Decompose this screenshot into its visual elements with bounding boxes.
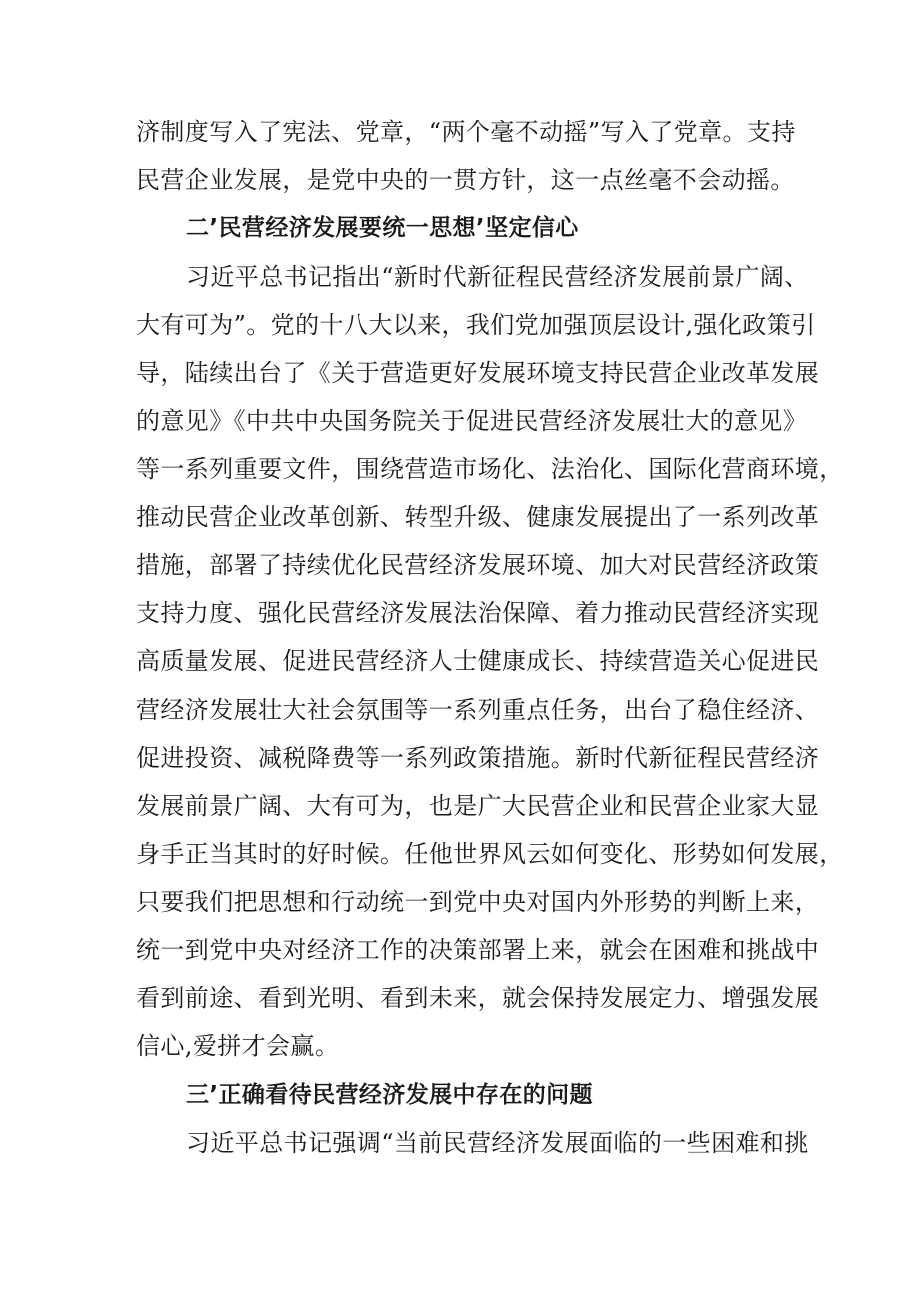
paragraph-line: 习近平总书记强调“当前民营经济发展面临的一些困难和挑	[186, 1129, 809, 1157]
paragraph-line: 导，陆续出台了《关于营造更好发展环境支持民营企业改革发展	[136, 359, 820, 387]
paragraph-line: 看到前途、看到光明、看到未来，就会保持发展定力、增强发展	[136, 984, 820, 1012]
paragraph-line: 支持力度、强化民营经济发展法治保障、着力推动民营经济实现	[136, 599, 820, 627]
paragraph-line: 高质量发展、促进民营经济人士健康成长、持续营造关心促进民	[136, 647, 820, 675]
paragraph-line: 统一到党中央对经济工作的决策部署上来，就会在困难和挑战中	[136, 936, 820, 964]
paragraph-line: 促进投资、减税降费等一系列政策措施。新时代新征程民营经济	[136, 744, 820, 772]
section-heading: 二’民营经济发展要统一思想’坚定信心	[186, 215, 579, 241]
paragraph-line: 措施，部署了持续优化民营经济发展环境、加大对民营经济政策	[136, 551, 820, 579]
section-heading: 三’正确看待民营经济发展中存在的问题	[186, 1082, 593, 1108]
paragraph-line: 济制度写入了宪法、党章，“两个毫不动摇”写入了党章。支持	[136, 118, 796, 146]
paragraph-line: 信心,爱拼才会赢。	[136, 1032, 340, 1060]
paragraph-line: 等一系列重要文件，围绕营造市场化、法治化、国际化营商环境，	[136, 455, 844, 483]
paragraph-line: 推动民营企业改革创新、转型升级、健康发展提出了一系列改革	[136, 503, 820, 531]
paragraph-line: 营经济发展壮大社会氛围等一系列重点任务，出台了稳住经济、	[136, 696, 820, 724]
paragraph-line: 只要我们把思想和行动统一到党中央对国内外形势的判断上来，	[136, 888, 820, 916]
paragraph-line: 民营企业发展，是党中央的一贯方针，这一点丝毫不会动摇。	[136, 166, 795, 194]
paragraph-line: 身手正当其时的好时候。任他世界风云如何变化、形势如何发展，	[136, 840, 844, 868]
paragraph-line: 习近平总书记指出“新时代新征程民营经济发展前景广阔、	[186, 263, 809, 291]
paragraph-line: 大有可为”。党的十八大以来，我们党加强顶层设计,强化政策引	[136, 311, 816, 339]
paragraph-line: 的意见》《中共中央国务院关于促进民营经济发展壮大的意见》	[136, 407, 808, 435]
paragraph-line: 发展前景广阔、大有可为，也是广大民营企业和民营企业家大显	[136, 792, 820, 820]
